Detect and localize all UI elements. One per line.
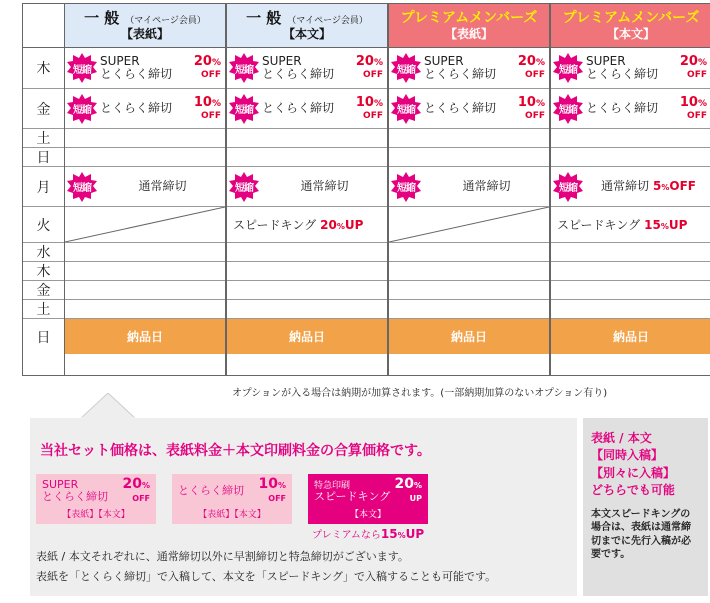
empty-cell — [389, 148, 549, 167]
up-label: UP — [344, 217, 364, 232]
option-label: 通常締切 — [601, 178, 650, 193]
column-title: 一 般 — [246, 9, 282, 28]
badge-label: 短縮 — [73, 183, 91, 194]
day-column — [22, 3, 64, 376]
option-label: とくらく締切 — [586, 67, 659, 81]
badge-label: 短縮 — [397, 64, 415, 76]
empty-cell — [551, 148, 710, 167]
option-speedking — [551, 207, 710, 243]
empty-cell — [389, 281, 549, 300]
pct-unit: % — [660, 221, 669, 231]
chip-pct-unit: % — [141, 481, 150, 491]
discount-pct: 10 — [355, 94, 374, 110]
discount-pct: 20 — [679, 54, 698, 70]
day-label: 金 — [23, 89, 64, 129]
empty-cell — [227, 300, 387, 319]
chip-label: 特急印刷 — [314, 480, 351, 491]
discount-pct: 10 — [193, 94, 212, 110]
shortcut-badge-icon — [67, 94, 97, 124]
empty-cell — [389, 262, 549, 281]
badge-label: 短縮 — [235, 105, 253, 116]
empty-cell — [227, 129, 387, 148]
option-normal — [389, 167, 549, 207]
option-label: スピードキング — [233, 218, 317, 232]
discount-off: OFF — [363, 110, 383, 121]
chip-pct: 10 — [258, 476, 278, 493]
option-label: とくらく締切 — [424, 67, 497, 81]
empty-cell — [551, 300, 710, 319]
option-label: とくらく締切 — [262, 100, 335, 115]
pct-unit: % — [336, 221, 345, 231]
option-tokuraku — [551, 89, 710, 129]
day-label: 日 — [36, 329, 51, 346]
up-label: UP — [668, 217, 688, 232]
option-super-tokuraku — [227, 48, 387, 89]
delivery-day-cell: 納品日 — [227, 319, 387, 354]
badge-label: 短縮 — [559, 64, 577, 76]
empty-cell — [227, 262, 387, 281]
badge-label: 短縮 — [397, 183, 415, 194]
day-label: 水 — [23, 243, 64, 262]
empty-cell — [65, 148, 225, 167]
badge-label: 短縮 — [397, 105, 415, 116]
column-title: プレミアムメンバーズ — [562, 9, 700, 26]
day-label: 日 — [23, 148, 64, 167]
chip-super-tokuraku — [36, 474, 156, 524]
option-label: SUPER — [424, 53, 464, 68]
pct-unit: % — [211, 58, 221, 69]
delivery-day-cell: 納品日 — [551, 319, 710, 354]
info-title: 当社セット価格は、表紙料金＋本文印刷料金の合算価格です。 — [40, 443, 431, 459]
chip-pct-unit: % — [413, 481, 422, 491]
chip-up: UP — [409, 494, 422, 503]
normal-discount — [653, 179, 696, 193]
premium-note-unit: % — [397, 531, 406, 540]
discount-pct: 20 — [517, 54, 536, 70]
day-label: 土 — [23, 129, 64, 148]
pct-unit: % — [211, 98, 221, 109]
submission-side-panel — [583, 418, 708, 596]
chip-label: とくらく締切 — [178, 483, 244, 497]
chip-label: スピードキング — [314, 490, 391, 504]
info-body-line: 表紙 / 本文それぞれに、通常締切以外に早割締切と特急締切がございます。 — [36, 550, 409, 563]
column-kind: 【本文】 — [606, 26, 655, 41]
side-highlight: 表紙 / 本文 — [591, 431, 652, 445]
chip-speedking — [308, 474, 428, 524]
premium-note-pct: 15 — [380, 527, 398, 541]
chip-pct: 20 — [394, 476, 414, 493]
pct-unit: % — [373, 58, 383, 69]
plan-column-header — [65, 4, 225, 48]
shortcut-badge-icon — [229, 94, 259, 124]
option-label: とくらく締切 — [262, 67, 335, 81]
diagonal-strike — [65, 207, 225, 242]
shortcut-badge-icon — [229, 53, 259, 83]
pct-unit: % — [697, 98, 707, 109]
shortcut-badge-icon — [67, 53, 97, 83]
option-label: SUPER — [262, 53, 302, 68]
discount-off: OFF — [363, 70, 383, 80]
option-label: 通常締切 — [138, 178, 187, 193]
column-subtitle: （マイページ会員） — [125, 16, 206, 27]
option-super-tokuraku — [65, 48, 225, 89]
option-label: とくらく締切 — [424, 100, 497, 115]
chip-off: OFF — [132, 494, 150, 503]
shortcut-badge-icon — [229, 172, 259, 202]
plan-column — [64, 3, 226, 376]
empty-cell — [65, 300, 225, 319]
empty-cell — [389, 129, 549, 148]
plan-column-header — [389, 4, 549, 48]
side-description: 本文スピードキングの場合は、表紙は通常締切までに先行入稿が必要です。 — [591, 508, 691, 561]
option-label: とくらく締切 — [100, 67, 173, 81]
discount-pct: 20 — [355, 54, 374, 70]
empty-cell — [551, 243, 710, 262]
plan-column-header — [227, 4, 387, 48]
discount-pct: 5 — [653, 178, 662, 193]
empty-cell — [551, 262, 710, 281]
discount-off: OFF — [525, 110, 545, 121]
discount-pct: 20 — [193, 54, 212, 70]
discount-off: OFF — [201, 110, 221, 121]
shortcut-badge-icon — [391, 172, 421, 202]
option-super-tokuraku — [389, 48, 549, 89]
column-title: プレミアムメンバーズ — [400, 9, 538, 26]
shortcut-badge-icon — [391, 94, 421, 124]
day-label: 木 — [23, 48, 64, 89]
no-speedking-cell — [389, 207, 549, 243]
badge-label: 短縮 — [559, 183, 577, 194]
day-label: 木 — [23, 262, 64, 281]
chip-sub: 【表紙】【本文】 — [62, 509, 130, 520]
pct-unit: % — [535, 98, 545, 109]
badge-label: 短縮 — [235, 183, 253, 194]
option-tokuraku — [227, 89, 387, 129]
option-label: とくらく締切 — [100, 100, 173, 115]
delivery-day-cell: 納品日 — [389, 319, 549, 354]
column-title: 一 般 — [84, 9, 120, 28]
day-label: 火 — [23, 207, 64, 243]
empty-cell — [227, 148, 387, 167]
plan-column — [550, 3, 710, 376]
option-label: 通常締切 — [462, 178, 511, 193]
premium-note-text: プレミアムなら — [312, 530, 381, 541]
up-pct: 20 — [320, 217, 337, 232]
empty-cell — [65, 129, 225, 148]
discount-off: OFF — [201, 70, 221, 80]
discount-pct: 10 — [517, 94, 536, 110]
pct-unit: % — [535, 58, 545, 69]
option-label: とくらく締切 — [586, 100, 659, 115]
shortcut-badge-icon — [553, 53, 583, 83]
chip-sub: 【本文】 — [349, 509, 386, 520]
day-header-blank — [23, 4, 64, 48]
plan-column — [388, 3, 550, 376]
pct-unit: % — [697, 58, 707, 69]
pct-unit: % — [661, 182, 670, 192]
column-kind: 【本文】 — [282, 27, 331, 42]
chip-sub: 【表紙】【本文】 — [198, 509, 266, 520]
chip-off: OFF — [268, 494, 286, 503]
day-label: 土 — [23, 300, 64, 319]
delivery-day-cell: 納品日 — [65, 319, 225, 354]
option-label: スピードキング — [557, 218, 641, 232]
option-tokuraku — [389, 89, 549, 129]
delivery-note: オプションが入る場合は納期が加算されます。(一部納期加算のないオプション有り) — [232, 388, 608, 399]
empty-cell — [389, 300, 549, 319]
option-normal — [65, 167, 225, 207]
premium-note-up: UP — [405, 527, 425, 541]
option-label: SUPER — [100, 53, 140, 68]
up-pct: 15 — [644, 217, 661, 232]
badge-label: 短縮 — [235, 64, 253, 76]
discount-pct: 10 — [679, 94, 698, 110]
chip-label: SUPER — [42, 477, 79, 491]
price-info-box — [30, 418, 577, 596]
plan-column-header — [551, 4, 710, 48]
empty-cell — [65, 243, 225, 262]
empty-cell — [389, 243, 549, 262]
option-tokuraku — [65, 89, 225, 129]
discount-off: OFF — [687, 110, 707, 121]
option-normal — [227, 167, 387, 207]
premium-note — [312, 526, 424, 541]
shortcut-badge-icon — [391, 53, 421, 83]
shortcut-badge-icon — [553, 172, 583, 202]
chip-label: とくらく締切 — [42, 490, 108, 503]
shortcut-badge-icon — [553, 94, 583, 124]
side-highlight: 【同時入稿】 — [591, 448, 664, 463]
chip-pct-unit: % — [277, 481, 286, 491]
option-label: SUPER — [586, 53, 626, 68]
discount-off: OFF — [525, 70, 545, 80]
option-label: 通常締切 — [300, 178, 349, 193]
column-kind: 【表紙】 — [444, 26, 493, 41]
callout-notch — [80, 393, 140, 419]
badge-label: 短縮 — [559, 105, 577, 116]
day-label: 月 — [23, 167, 64, 207]
discount-off: OFF — [669, 178, 696, 193]
empty-cell — [551, 281, 710, 300]
no-speedking-cell — [65, 207, 225, 243]
option-speedking — [227, 207, 387, 243]
schedule-grid — [22, 3, 709, 376]
option-normal — [551, 167, 710, 207]
info-body-line: 表紙を「とくらく締切」で入稿して、本文を「スピードキング」で入稿することも可能です。 — [36, 570, 497, 583]
side-highlight: 【別々に入稿】 — [591, 465, 676, 480]
empty-cell — [65, 281, 225, 300]
shortcut-badge-icon — [67, 172, 97, 202]
empty-cell — [551, 129, 710, 148]
option-super-tokuraku — [551, 48, 710, 89]
side-highlight: どちらでも可能 — [591, 483, 675, 498]
plan-column — [226, 3, 388, 376]
day-label: 金 — [23, 281, 64, 300]
column-subtitle: （マイページ会員） — [287, 16, 368, 27]
chip-tokuraku — [172, 474, 292, 524]
column-kind: 【表紙】 — [120, 27, 169, 42]
empty-cell — [227, 243, 387, 262]
diagonal-strike — [389, 207, 549, 242]
chip-pct: 20 — [122, 476, 142, 493]
badge-label: 短縮 — [73, 64, 91, 76]
pct-unit: % — [373, 98, 383, 109]
discount-off: OFF — [687, 70, 707, 80]
empty-cell — [227, 281, 387, 300]
empty-cell — [65, 262, 225, 281]
badge-label: 短縮 — [73, 105, 91, 116]
